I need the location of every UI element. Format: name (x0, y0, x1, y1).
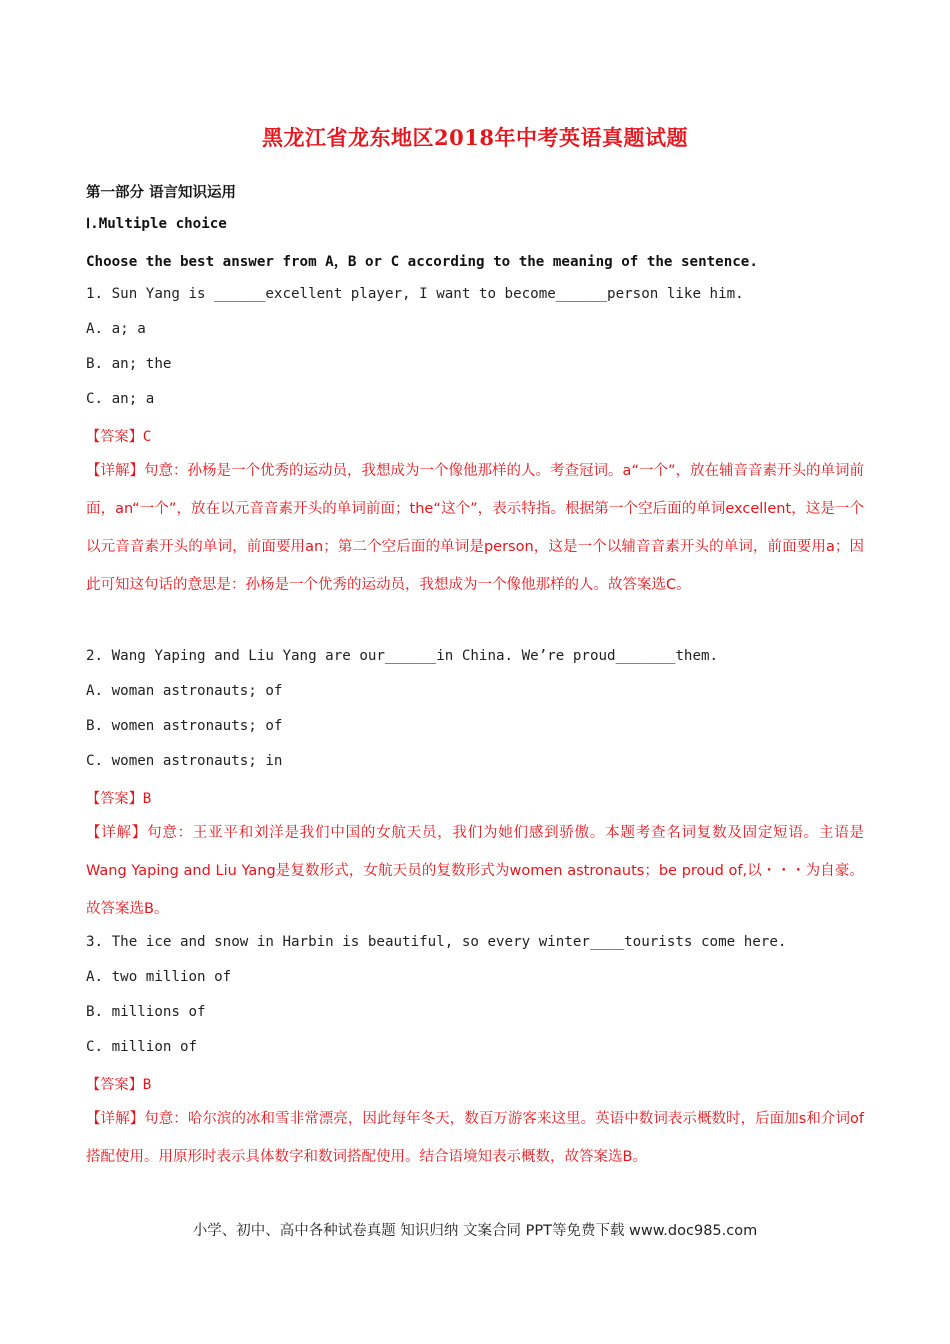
question-3-answer: 【答案】B (86, 1077, 152, 1093)
question-2-answer: 【答案】B (86, 791, 152, 807)
question-3-option-a: A. two million of (86, 969, 232, 985)
page-title: 黑龙江省龙东地区2018年中考英语真题试题 (262, 125, 688, 150)
question-1-option-a: A. a; a (86, 321, 146, 337)
question-1-option-c: C. an; a (86, 391, 155, 407)
question-1-stem: 1. Sun Yang is ______excellent player, I want to become______person like him. (86, 286, 744, 302)
question-2-detail: 【详解】句意：王亚平和刘洋是我们中国的女航天员，我们为她们感到骄傲。本题考查名词复数及固定短语。主语是Wang Yaping and Liu Yang是复数形式，女航天员的复数形式为women astronauts；be proud of,以・・・为自豪。故答案选B。 (86, 825, 864, 917)
question-2-option-a: A. woman astronauts; of (86, 683, 283, 699)
question-1-answer: 【答案】C (86, 429, 152, 445)
question-3-detail: 【详解】句意：哈尔滨的冰和雪非常漂亮，因此每年冬天，数百万游客来这里。英语中数词表示概数时，后面加s和介词of搭配使用。用原形时表示具体数字和数词搭配使用。结合语境知表示概数，故答案选B。 (86, 1111, 864, 1165)
page-footer: 小学、初中、高中各种试卷真题 知识归纳 文案合同 PPT等免费下载 www.doc985.com (192, 1223, 758, 1239)
part-heading: Ⅰ.Multiple choice (86, 216, 227, 232)
question-3-option-b: B. millions of (86, 1004, 206, 1020)
instruction: Choose the best answer from A，B or C according to the meaning of the sentence. (86, 254, 758, 270)
section-heading: 第一部分 语言知识运用 (86, 185, 237, 201)
question-1-detail: 【详解】句意：孙杨是一个优秀的运动员，我想成为一个像他那样的人。考查冠词。a“一个”，放在辅音音素开头的单词前面，an“一个”，放在以元音音素开头的单词前面；the“这个”，表示特指。根据第一个空后面的单词excellent，这是一个以元音音素开头的单词，前面要用an；第二个空后面的单词是person，这是一个以辅音音素开头的单词，前面要用a；因此可知这句话的意思是：孙杨是一个优秀的运动员，我想成为一个像他那样的人。故答案选C。 (86, 463, 864, 593)
question-2-stem: 2. Wang Yaping and Liu Yang are our______in China. We’re proud_______them. (86, 648, 719, 664)
question-3-option-c: C. million of (86, 1039, 198, 1055)
question-1-option-b: B. an; the (86, 356, 172, 372)
question-3-stem: 3. The ice and snow in Harbin is beautiful, so every winter____tourists come here. (86, 934, 787, 950)
question-2-option-b: B. women astronauts; of (86, 718, 283, 734)
question-2-option-c: C. women astronauts; in (86, 753, 283, 769)
